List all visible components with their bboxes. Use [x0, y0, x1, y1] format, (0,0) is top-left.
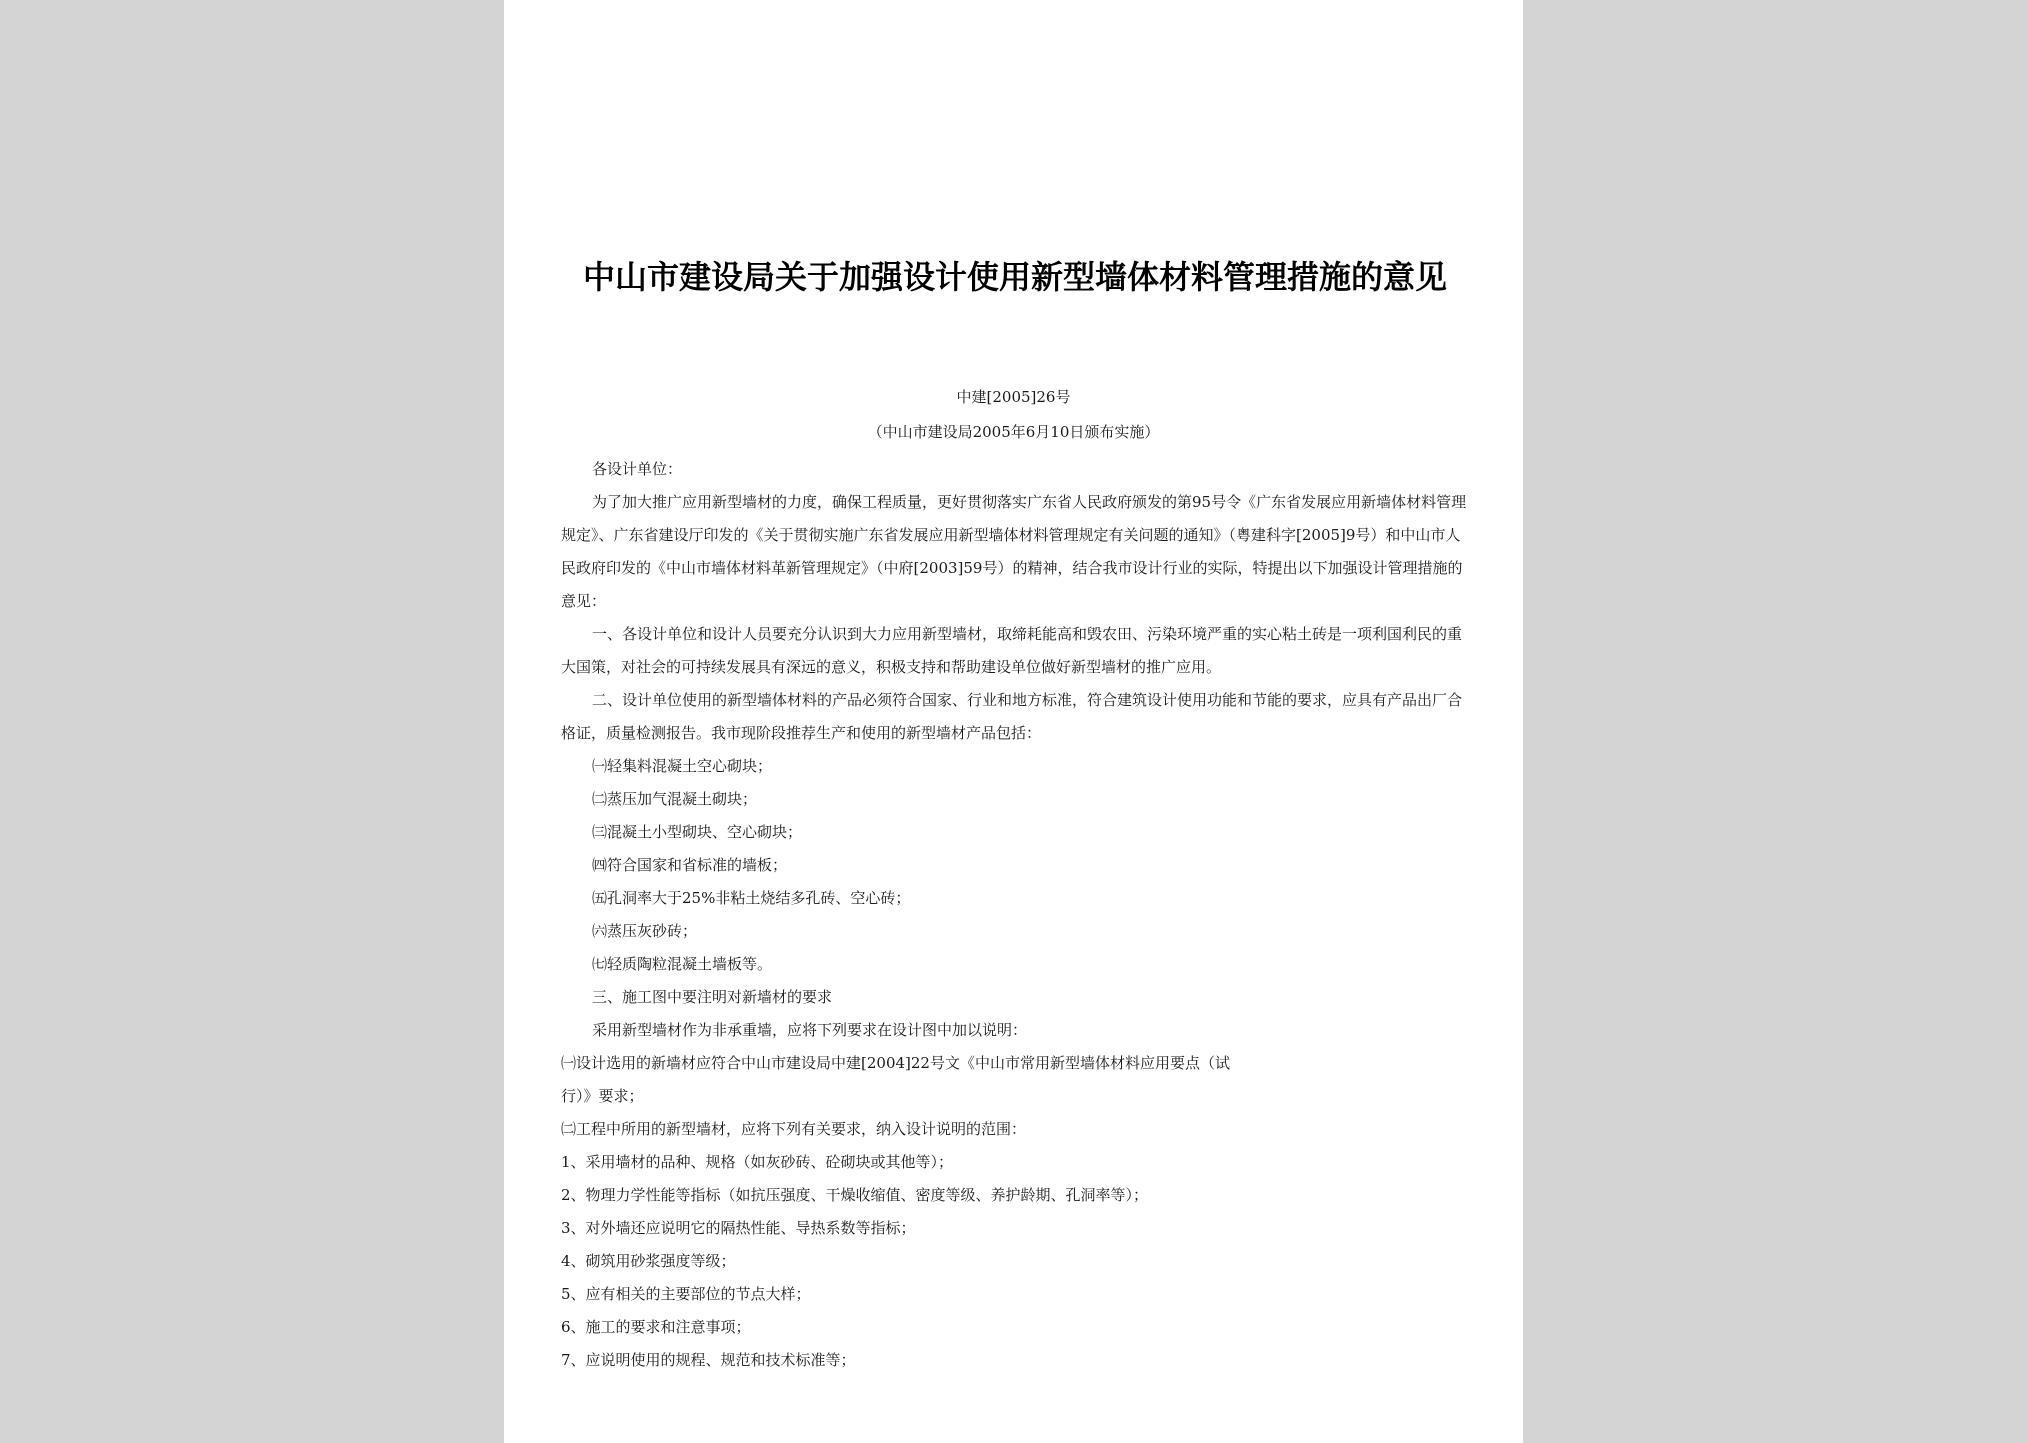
document-number: 中建[2005]26号 [956, 388, 1071, 406]
requirement-2: ㈡工程中所用的新型墙材，应将下列有关要求，纳入设计说明的范围： [561, 1120, 1027, 1138]
product-item: ㈢混凝土小型砌块、空心砌块； [592, 823, 803, 841]
numbered-item: 6、施工的要求和注意事项； [561, 1318, 751, 1336]
issue-note: （中山市建设局2005年6月10日颁布实施） [867, 423, 1160, 441]
numbered-item: 3、对外墙还应说明它的隔热性能、导热系数等指标； [561, 1219, 916, 1237]
salutation: 各设计单位： [592, 460, 683, 478]
intro-paragraph: 为了加大推广应用新型墙材的力度，确保工程质量，更好贯彻落实广东省人民政府颁发的第95号令《广东省发展应用新墙体材料管理规定》、广东省建设厅印发的《关于贯彻实施广东省发展应用新型墙体材料管理规定有关问题的通知》（粤建科字[2005]9号）和中山市人民政府印发的《中山市墙体材料革新管理规定》（中府[2003]59号）的精神，结合我市设计行业的实际，特提出以下加强设计管理措施的意见： [561, 493, 1467, 610]
requirement-1-line-2: 行）》要求； [561, 1087, 644, 1105]
point-3-heading: 三、施工图中要注明对新墙材的要求 [592, 988, 833, 1006]
product-item: ㈣符合国家和省标准的墙板； [592, 856, 788, 874]
numbered-item: 2、物理力学性能等指标（如抗压强度、干燥收缩值、密度等级、养护龄期、孔洞率等）； [561, 1186, 1149, 1204]
point-2-paragraph: 二、设计单位使用的新型墙体材料的产品必须符合国家、行业和地方标准，符合建筑设计使用功能和节能的要求，应具有产品出厂合格证，质量检测报告。我市现阶段推荐生产和使用的新型墙材产品包括： [561, 691, 1463, 742]
document-title: 中山市建设局关于加强设计使用新型墙体材料管理措施的意见 [582, 258, 1447, 296]
document-body [561, 453, 1471, 1377]
product-item: ㈤孔洞率大于25%非粘土烧结多孔砖、空心砖； [592, 889, 911, 907]
point-1-paragraph: 一、各设计单位和设计人员要充分认识到大力应用新型墙材，取缔耗能高和毁农田、污染环境严重的实心粘土砖是一项利国利民的重大国策，对社会的可持续发展具有深远的意义，积极支持和帮助建设单位做好新型墙材的推广应用。 [561, 625, 1463, 676]
numbered-item: 4、砌筑用砂浆强度等级； [561, 1252, 736, 1270]
numbered-item: 7、应说明使用的规程、规范和技术标准等； [561, 1351, 856, 1369]
product-item: ㈥蒸压灰砂砖； [592, 922, 698, 940]
point-3-intro: 采用新型墙材作为非承重墙，应将下列要求在设计图中加以说明： [592, 1021, 1028, 1039]
document-page [504, 0, 1523, 1443]
numbered-item: 1、采用墙材的品种、规格（如灰砂砖、砼砌块或其他等）； [561, 1153, 954, 1171]
product-item: ㈡蒸压加气混凝土砌块； [592, 790, 758, 808]
product-item: ㈠轻集料混凝土空心砌块； [592, 757, 773, 775]
requirement-1-line-1: ㈠设计选用的新墙材应符合中山市建设局中建[2004]22号文《中山市常用新型墙体材料应用要点（试 [561, 1054, 1230, 1072]
numbered-item: 5、应有相关的主要部位的节点大样； [561, 1285, 811, 1303]
product-item: ㈦轻质陶粒混凝土墙板等。 [592, 955, 773, 973]
